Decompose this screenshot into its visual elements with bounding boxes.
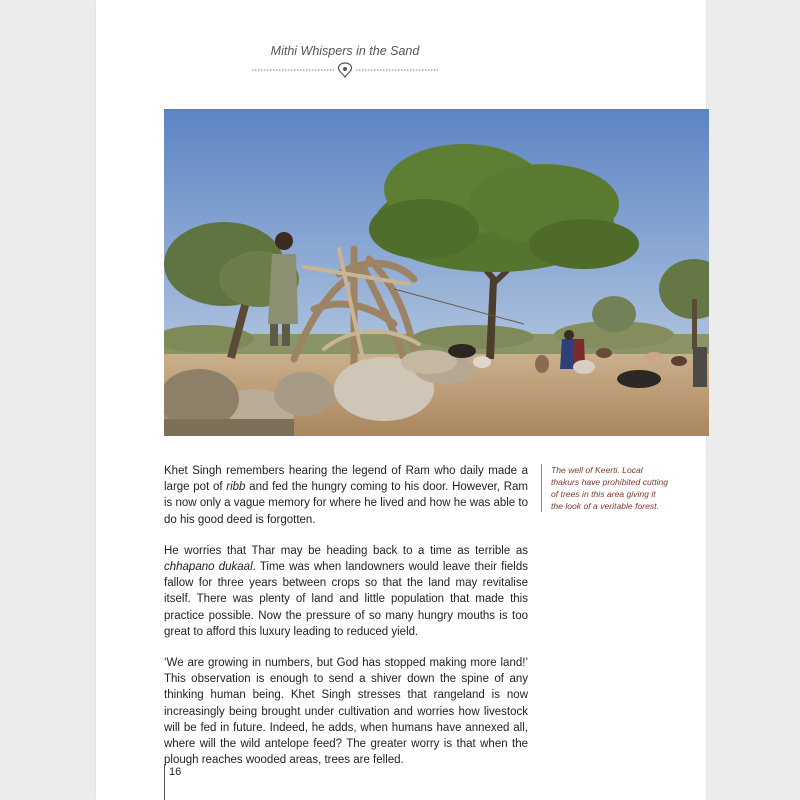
ornament-divider-icon <box>252 60 438 80</box>
page-number: 16 <box>164 764 181 800</box>
running-title: Mithi Whispers in the Sand <box>270 44 420 58</box>
article-body <box>164 463 528 783</box>
paragraph-2: He worries that Thar may be heading back to a time as terrible as chhapano dukaal. Time was when landowners would leave their fields fallow for three years between crops so that the land may revitalise itself. There was plenty of land and little population that made this practice possible. Now the pressure of so many hungry mouths is too great to afford this luxury leading to reduced yield. <box>164 544 528 638</box>
well-photograph <box>164 109 709 436</box>
paragraph-3: ‘We are growing in numbers, but God has stopped making more land!’ This observation is enough to send a shiver down the spine of any thinking human being. Khet Singh stresses that rangeland is now increasingly being brought under cultivation and worries how livestock will be fed in future. Indeed, he adds, when humans have annexed all, where will the wild antelope feed? The greater worry is that when the plough reaches wooded areas, trees are felled. <box>164 657 528 767</box>
paragraph-1: Khet Singh remembers hearing the legend of Ram who daily made a large pot of ribb and fed the hungry coming to his door. However, Ram is now only a vague memory for where he lived and how he was able to do his good deed is forgotten. <box>164 465 529 526</box>
photo-caption: The well of Keerti. Local thakurs have prohibited cutting of trees in this area giving it the look of a veritable forest. <box>541 464 669 512</box>
